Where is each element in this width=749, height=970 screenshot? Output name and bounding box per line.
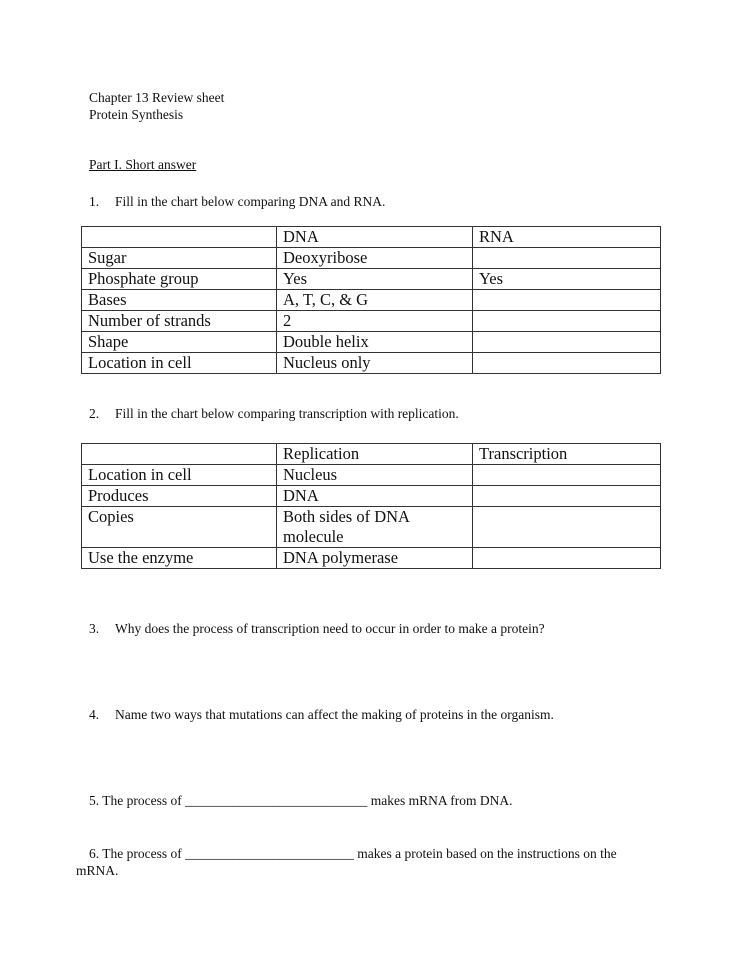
answer-cell[interactable]: Yes	[473, 269, 661, 290]
row-label: Shape	[82, 332, 277, 353]
table-row	[82, 269, 661, 290]
header-cell: RNA	[473, 227, 661, 248]
table-cell: 2	[277, 311, 473, 332]
replication-transcription-table	[81, 443, 661, 569]
answer-cell[interactable]	[473, 290, 661, 311]
table-cell: DNA polymerase	[277, 548, 473, 569]
question-text: Fill in the chart below comparing transcription with replication.	[115, 406, 459, 421]
table-row	[82, 465, 661, 486]
answer-cell[interactable]	[473, 465, 661, 486]
worksheet-subtitle: Protein Synthesis	[89, 107, 184, 122]
row-label: Copies	[82, 507, 277, 548]
question-number: 3.	[89, 621, 100, 636]
row-label: Bases	[82, 290, 277, 311]
table-cell: A, T, C, & G	[277, 290, 473, 311]
row-label: Produces	[82, 486, 277, 507]
row-label: Location in cell	[82, 465, 277, 486]
table-cell: Nucleus only	[277, 353, 473, 374]
question-number: 4.	[89, 707, 100, 722]
cell-line: molecule	[283, 527, 344, 546]
table-row	[82, 486, 661, 507]
table-row	[82, 548, 661, 569]
table-row	[82, 248, 661, 269]
question-5: 5. The process of ___________________________ makes mRNA from DNA.	[89, 793, 513, 808]
row-label: Number of strands	[82, 311, 277, 332]
question-2	[89, 406, 459, 422]
question-text: 6. The process of _________________________ makes a protein based on the instructions on the	[89, 846, 617, 861]
question-text: Fill in the chart below comparing DNA and RNA.	[115, 194, 386, 209]
row-label: Phosphate group	[82, 269, 277, 290]
answer-cell[interactable]	[473, 507, 661, 548]
answer-cell[interactable]	[473, 248, 661, 269]
table-cell: DNA	[277, 486, 473, 507]
header-cell: Replication	[277, 444, 473, 465]
table-cell	[277, 507, 473, 548]
part-heading: Part I. Short answer	[89, 157, 197, 172]
question-4	[89, 707, 554, 723]
question-6	[76, 845, 666, 879]
answer-cell[interactable]	[473, 486, 661, 507]
table-cell: Deoxyribose	[277, 248, 473, 269]
table-cell: Double helix	[277, 332, 473, 353]
header-cell	[82, 227, 277, 248]
table-header-row	[82, 227, 661, 248]
header-cell: Transcription	[473, 444, 661, 465]
dna-rna-comparison-table	[81, 226, 661, 374]
table-row	[82, 353, 661, 374]
question-3	[89, 621, 545, 637]
table-row	[82, 311, 661, 332]
row-label: Use the enzyme	[82, 548, 277, 569]
answer-cell[interactable]	[473, 548, 661, 569]
cell-line: Both sides of DNA	[283, 507, 410, 526]
table-cell: Nucleus	[277, 465, 473, 486]
question-text: Why does the process of transcription need to occur in order to make a protein?	[115, 621, 545, 636]
header-cell	[82, 444, 277, 465]
table-cell: Yes	[277, 269, 473, 290]
question-text-continued: mRNA.	[76, 863, 119, 878]
answer-cell[interactable]	[473, 353, 661, 374]
question-number: 2.	[89, 406, 100, 421]
row-label: Sugar	[82, 248, 277, 269]
answer-cell[interactable]	[473, 332, 661, 353]
table-header-row	[82, 444, 661, 465]
table-row	[82, 290, 661, 311]
row-label: Location in cell	[82, 353, 277, 374]
table-row	[82, 332, 661, 353]
answer-cell[interactable]	[473, 311, 661, 332]
header-cell: DNA	[277, 227, 473, 248]
question-1	[89, 194, 385, 210]
question-text: Name two ways that mutations can affect the making of proteins in the organism.	[115, 707, 554, 722]
question-number: 1.	[89, 194, 100, 209]
worksheet-title: Chapter 13 Review sheet	[89, 90, 225, 105]
